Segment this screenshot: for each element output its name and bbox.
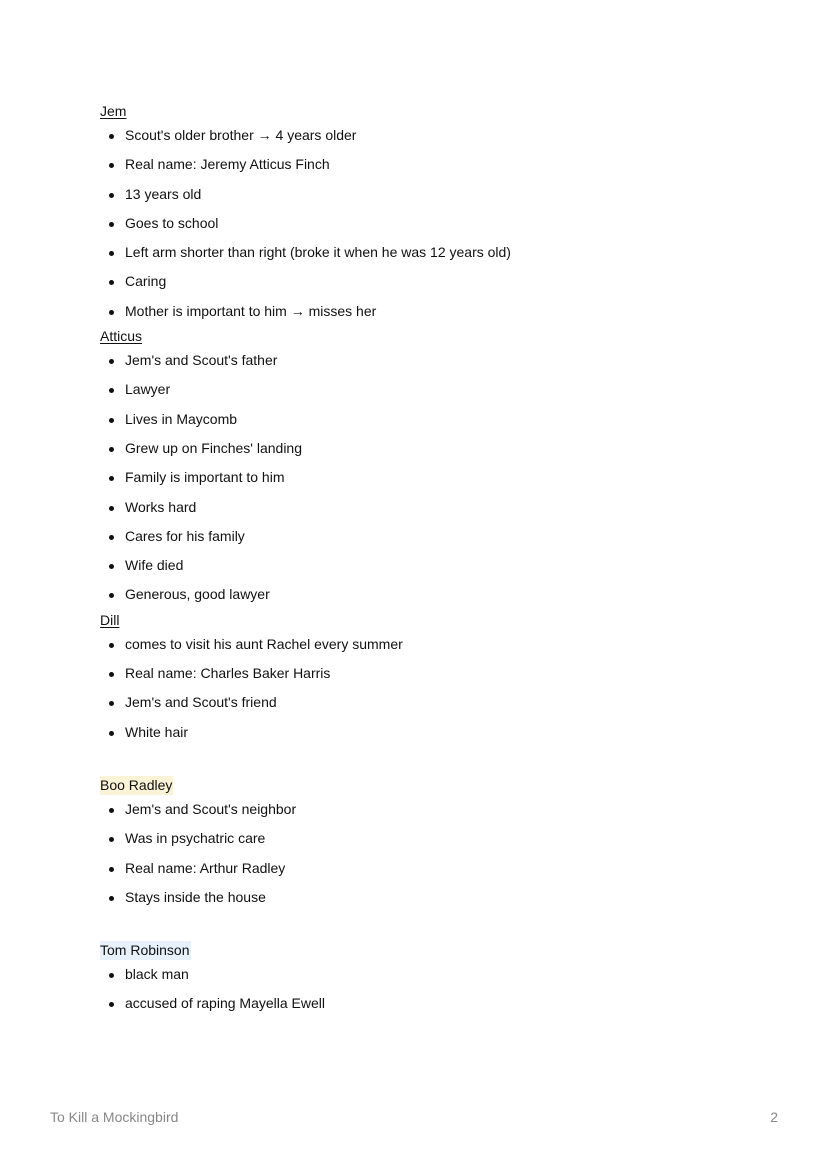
list-item: Grew up on Finches' landing xyxy=(100,434,740,463)
section-list-tom-robinson xyxy=(100,960,740,1019)
list-item: Scout's older brother → 4 years older xyxy=(100,121,740,150)
list-item: Mother is important to him → misses her xyxy=(100,297,740,326)
list-item: comes to visit his aunt Rachel every summer xyxy=(100,630,740,659)
list-item: Jem's and Scout's father xyxy=(100,346,740,375)
section-list-jem xyxy=(100,121,740,326)
document-body xyxy=(100,101,740,1019)
section-heading-boo-radley: Boo Radley xyxy=(100,776,173,793)
section-heading-atticus: Atticus xyxy=(100,328,143,345)
section-heading-dill: Dill xyxy=(100,611,120,628)
list-item: Left arm shorter than right (broke it when he was 12 years old) xyxy=(100,238,740,267)
list-item: Goes to school xyxy=(100,209,740,238)
list-item: Caring xyxy=(100,267,740,296)
list-item: Wife died xyxy=(100,551,740,580)
section-heading-tom-robinson: Tom Robinson xyxy=(100,942,190,959)
list-item: accused of raping Mayella Ewell xyxy=(100,989,740,1018)
list-item: Was in psychatric care xyxy=(100,824,740,853)
list-item: Lives in Maycomb xyxy=(100,405,740,434)
list-item: Generous, good lawyer xyxy=(100,580,740,609)
list-item: Real name: Charles Baker Harris xyxy=(100,659,740,688)
list-item: Works hard xyxy=(100,493,740,522)
list-item: Lawyer xyxy=(100,375,740,404)
list-item: Stays inside the house xyxy=(100,883,740,912)
footer-page-number: 2 xyxy=(770,1109,778,1125)
section-heading-jem: Jem xyxy=(100,103,127,119)
footer-document-title: To Kill a Mockingbird xyxy=(50,1109,179,1125)
list-item: Cares for his family xyxy=(100,522,740,551)
list-item: Family is important to him xyxy=(100,463,740,492)
list-item: Jem's and Scout's neighbor xyxy=(100,795,740,824)
section-list-atticus xyxy=(100,346,740,610)
list-item: Real name: Arthur Radley xyxy=(100,854,740,883)
list-item: black man xyxy=(100,960,740,989)
spacer xyxy=(100,912,740,940)
spacer xyxy=(100,747,740,775)
section-list-boo-radley xyxy=(100,795,740,912)
section-list-dill xyxy=(100,630,740,747)
list-item: Real name: Jeremy Atticus Finch xyxy=(100,150,740,179)
list-item: 13 years old xyxy=(100,180,740,209)
list-item: White hair xyxy=(100,718,740,747)
list-item: Jem's and Scout's friend xyxy=(100,688,740,717)
